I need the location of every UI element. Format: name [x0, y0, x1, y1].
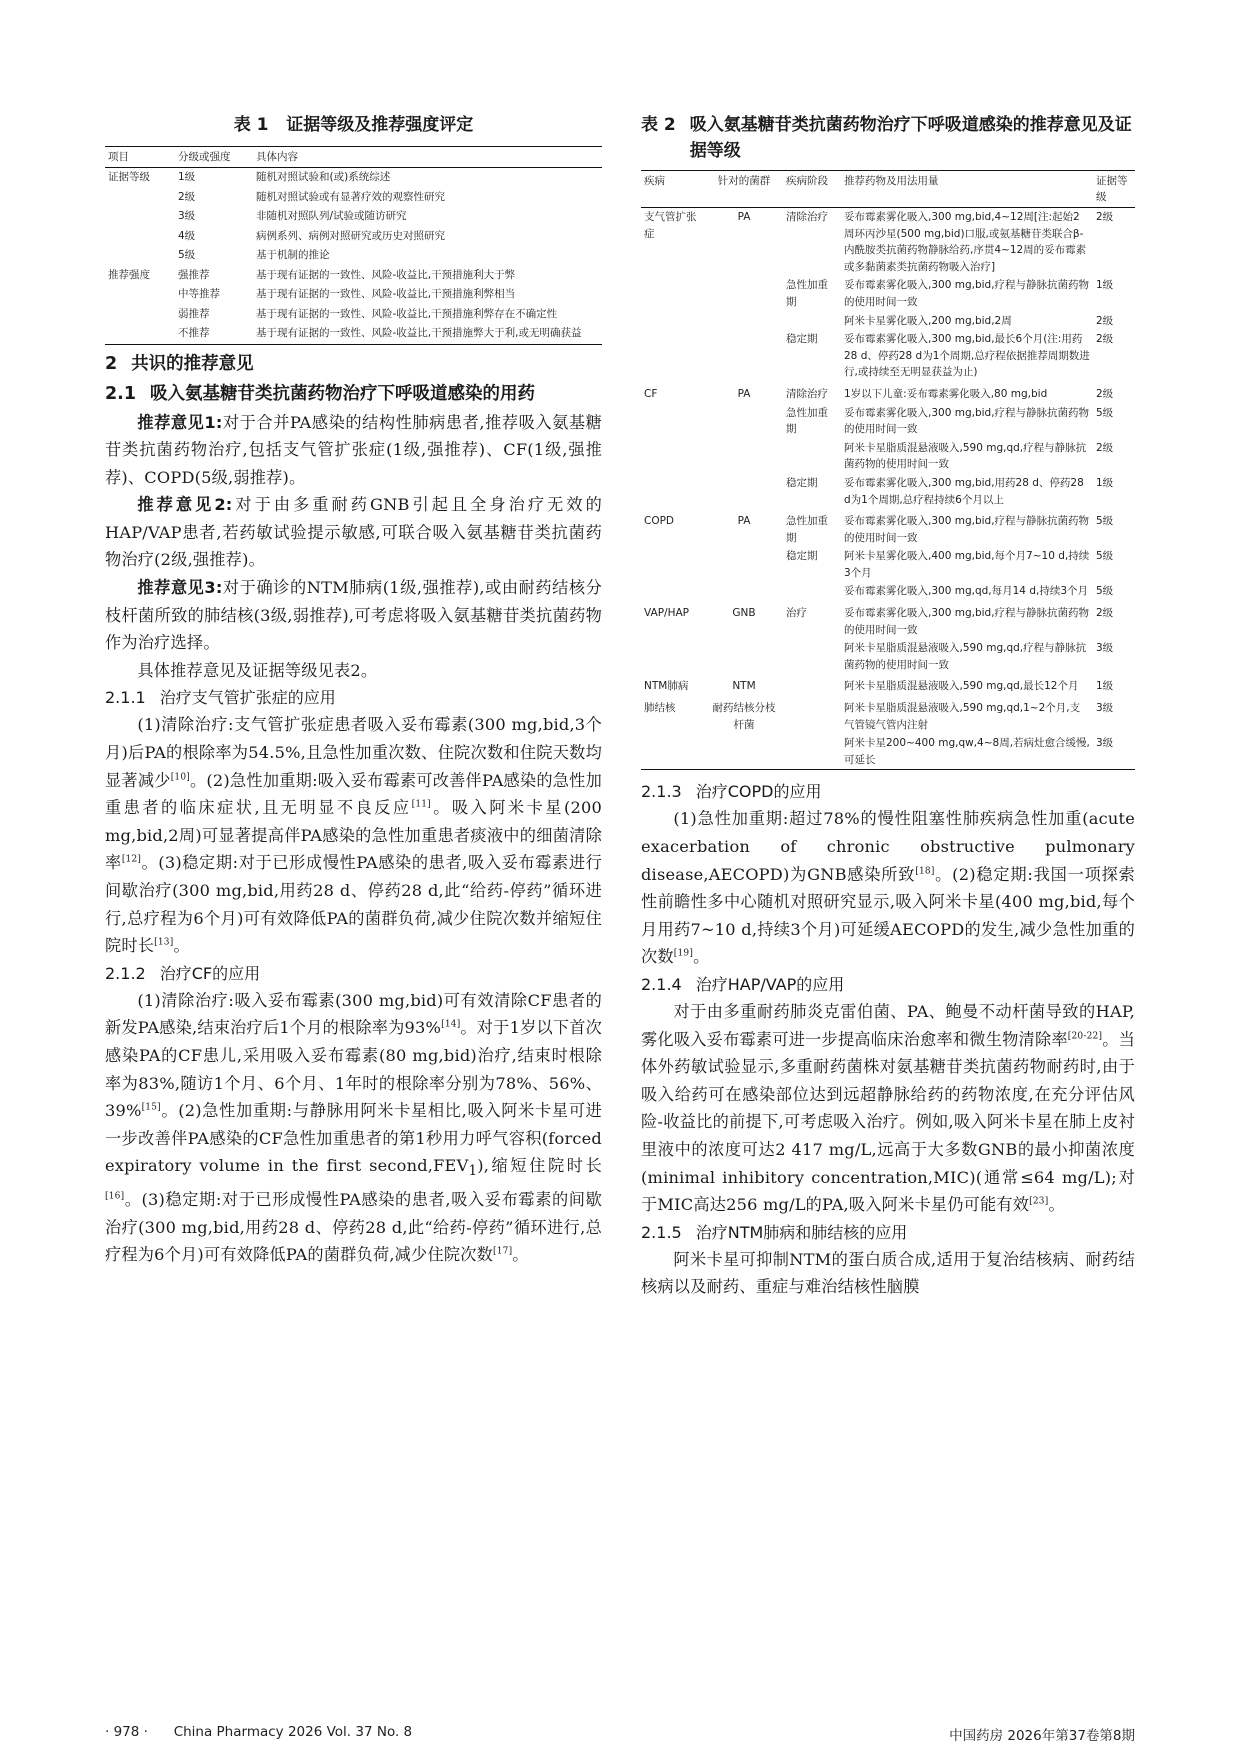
table-cell: 阿米卡星雾化吸入,400 mg,bid,每个月7~10 d,持续3个月: [844, 550, 1090, 579]
table-row: [641, 582, 1135, 601]
table-cell: 阿米卡星脂质混悬液吸入,590 mg,qd,疗程与静脉抗菌药物的使用时间一致: [844, 441, 1087, 471]
table-cell: 阿米卡星雾化吸入,200 mg,bid,2周: [844, 314, 1012, 327]
citation-ref: [14]: [441, 1019, 461, 1030]
table-cell: [783, 674, 841, 696]
table-cell: 证据等级: [108, 171, 150, 183]
table-cell: PA: [737, 515, 751, 528]
table-cell: 稳定期: [786, 333, 818, 346]
table-cell: [705, 582, 783, 601]
table2-header-cell: 针对的菌群: [717, 175, 771, 187]
table-cell: [641, 276, 705, 311]
table-cell: 4级: [178, 229, 196, 242]
table-cell: [641, 639, 705, 674]
table-cell: [705, 312, 783, 331]
table-cell: 妥布霉素雾化吸入,300 mg,bid,疗程与静脉抗菌药物的使用时间一致: [844, 515, 1090, 544]
text-run: 。: [693, 947, 710, 967]
section-title: 吸入氨基糖苷类抗菌药物治疗下呼吸道感染的用药: [150, 383, 536, 404]
recommendation-text: 对于确诊的NTM肺病(1级,强推荐),或由耐药结核分枝杆菌所致的肺结核(3级,弱推荐),可考虑将吸入氨基糖苷类抗菌药物作为治疗选择。: [105, 578, 602, 653]
table-cell: [783, 696, 841, 734]
table-cell: 2级: [1096, 314, 1114, 327]
table-cell: [105, 285, 175, 305]
table-cell: 5级: [1096, 406, 1114, 419]
recommendation-label: 推荐意见1:: [137, 412, 223, 432]
section-number: 2.1.3: [641, 782, 682, 802]
see-table-paragraph: 具体推荐意见及证据等级见表2。: [137, 660, 378, 680]
table-row: [641, 509, 1135, 547]
text-run: 。(2)急性加重期:吸入妥布霉素可改善伴PA感染的急性加重患者的临床症状,且无明显不良反应: [105, 770, 602, 818]
table-cell: 基于现有证据的一致性、风险-收益比,干预措施弊大于利,或无明确获益: [256, 327, 582, 339]
table-cell: [641, 330, 705, 382]
table-cell: 2级: [1096, 441, 1114, 454]
text-run: 。对于1岁以下首次感染PA的CF患儿,采用吸入妥布霉素(80 mg,bid)治疗,结束时根除率为83%,随访1个月、6个月、1年时的根除率分别为78%、56%、39%: [105, 1018, 603, 1121]
table2-header-cell: 疾病阶段: [786, 175, 828, 187]
table-cell: 3级: [1096, 642, 1114, 655]
table-row: [641, 639, 1135, 674]
paragraph-2-1-1: [105, 711, 602, 959]
table-cell: [105, 324, 175, 344]
table-cell: PA: [737, 211, 751, 223]
table-cell: 清除治疗: [786, 211, 828, 223]
section-number: 2: [105, 353, 118, 374]
table2-caption: [641, 112, 1135, 164]
table-cell: 2级: [1096, 333, 1114, 346]
table-cell: 肺结核: [644, 702, 676, 715]
text-run: 。(2)稳定期:我国一项探索性前瞻性多中心随机对照研究显示,吸入阿米卡星(400 mg,bid,每个月用药7~10 d,持续3个月)可延缓AECOPD的发生,减少急性加重的次数: [641, 864, 1135, 967]
table-row: [641, 382, 1135, 404]
text-run: (1)清除治疗:支气管扩张症患者吸入妥布霉素(300 mg,bid,3个月)后PA的根除率为54.5%,且急性加重次数、住院次数和住院天数均显著减少: [105, 715, 602, 790]
table-cell: [783, 639, 841, 674]
recommendation-3: [105, 574, 602, 657]
table-cell: 治疗: [786, 607, 807, 620]
table-cell: 2级: [178, 190, 196, 203]
table-cell: 基于机制的推论: [256, 249, 330, 261]
table1-caption: [105, 112, 602, 138]
table-row: [641, 208, 1135, 277]
table-cell: 阿米卡星200~400 mg,qw,4~8周,若病灶愈合缓慢,可延长: [844, 737, 1090, 766]
table-cell: 妥布霉素雾化吸入,300 mg,bid,最长6个月(注:用药28 d、停药28 d为1个周期,总疗程依据推荐周期数进行,或持续至无明显获益为止): [844, 333, 1090, 379]
table-row: [105, 324, 602, 344]
text-run: 。(3)稳定期:对于已形成慢性PA感染的患者,吸入妥布霉素的间歇治疗(300 mg,bid,用药28 d、停药28 d,此“给药-停药”循环进行,总疗程为6个月)可有效降低PA的菌群负荷,减少住院次数: [105, 1190, 602, 1265]
table-cell: 弱推荐: [178, 307, 210, 320]
table-row: [641, 734, 1135, 770]
table-cell: [641, 582, 705, 601]
citation-ref: [11]: [411, 799, 431, 810]
section-number: 2.1: [105, 383, 137, 404]
table-cell: 基于现有证据的一致性、风险-收益比,干预措施利弊相当: [256, 288, 516, 300]
table-cell: [641, 439, 705, 474]
table-row: [641, 674, 1135, 696]
text-run: 。(3)稳定期:对于已形成慢性PA感染的患者,吸入妥布霉素进行间歇治疗(300 mg,bid,用药28 d、停药28 d,此“给药-停药”循环进行,总疗程为6个月)可有效降低PA的菌群负荷,减少住院次数并缩短住院时长: [105, 853, 603, 956]
text-run: 。: [512, 1245, 529, 1265]
section-title: 共识的推荐意见: [131, 353, 254, 374]
table-cell: [705, 734, 783, 770]
table-cell: 3级: [1096, 737, 1114, 750]
citation-ref: [20-22]: [1067, 1031, 1103, 1042]
subscript: 1: [468, 1163, 478, 1180]
table-row: [105, 227, 602, 247]
section-title: 治疗CF的应用: [159, 963, 261, 983]
table-cell: 非随机对照队列/试验或随访研究: [256, 210, 407, 222]
paragraph-2-1-3: [641, 805, 1135, 971]
table-cell: 基于现有证据的一致性、风险-收益比,干预措施利大于弊: [256, 268, 516, 281]
citation-ref: [19]: [673, 948, 694, 959]
table-cell: 5级: [1096, 515, 1114, 528]
table-row: [105, 207, 602, 227]
text-run: 。吸入阿米卡星(200 mg,bid,2周)可显著提高伴PA感染的急性加重患者痰液中的细菌清除率: [105, 798, 602, 873]
text-run: 。(2)急性加重期:与静脉用阿米卡星相比,吸入阿米卡星可进一步改善伴PA感染的CF急性加重患者的第1秒用力呼气容积(forced expiratory volume in the first second,FEV: [105, 1101, 602, 1176]
table-row: [641, 601, 1135, 639]
table2-title: 吸入氨基糖苷类抗菌药物治疗下呼吸道感染的推荐意见及证据等级: [689, 115, 1132, 161]
citation-ref: [16]: [105, 1191, 125, 1202]
table-cell: [705, 404, 783, 439]
table-cell: 1级: [1096, 680, 1114, 693]
section-number: 2.1.4: [641, 974, 682, 994]
table-cell: 2级: [1096, 607, 1114, 620]
table-cell: 稳定期: [786, 550, 818, 563]
section-number: 2.1.2: [105, 963, 146, 983]
text-run: 。当体外药敏试验显示,多重耐药菌株对氨基糖苷类抗菌药物耐药时,由于吸入给药可在感染部位达到远超静脉给药的药物浓度,在充分评估风险-收益比的前提下,可考虑吸入治疗。例如,吸入阿米卡星在肺上皮衬里液中的浓度可达2 417 mg/L,远高于大多数GNB的最小抑菌浓度(minimal inhibitory concentration,MIC)(通常≤64 mg/L);对于MIC高达256 mg/L的PA,吸入阿米卡星仍可能有效: [641, 1029, 1136, 1215]
table-cell: [705, 276, 783, 311]
table-cell: 推荐强度: [108, 268, 150, 281]
section-title: 治疗COPD的应用: [695, 782, 822, 802]
table-cell: [641, 312, 705, 331]
section-2-1-2-heading: [105, 960, 602, 987]
citation-ref: [18]: [915, 866, 935, 877]
table-cell: [783, 734, 841, 770]
section-title: 治疗HAP/VAP的应用: [695, 974, 845, 994]
table-cell: 1岁以下儿童:妥布霉素雾化吸入,80 mg,bid: [844, 387, 1048, 400]
table-cell: [105, 188, 175, 208]
table-row: [641, 404, 1135, 439]
table-cell: 妥布霉素雾化吸入,300 mg,bid,疗程与静脉抗菌药物的使用时间一致: [844, 607, 1090, 636]
table-row: [641, 439, 1135, 474]
table-cell: 急性加重期: [786, 515, 828, 544]
section-2-1-3-heading: [641, 778, 1135, 805]
text-run: (1)清除治疗:吸入妥布霉素(300 mg,bid)可有效清除CF患者的新发PA感染,结束治疗后1个月的根除率为93%: [105, 990, 602, 1038]
table1-header-cell: 具体内容: [256, 151, 298, 163]
table2-header-cell: 推荐药物及用法用量: [844, 175, 939, 187]
table-cell: [641, 474, 705, 509]
table-row: [641, 696, 1135, 734]
paragraph-2-1-5: 阿米卡星可抑制NTM的蛋白质合成,适用于复治结核病、耐药结核病以及耐药、重症与难治结核性脑膜: [641, 1249, 1135, 1297]
section-number: 2.1.1: [105, 688, 146, 708]
journal-citation: China Pharmacy 2026 Vol. 37 No. 8: [173, 1724, 413, 1740]
table-cell: 妥布霉素雾化吸入,300 mg,bid,4~12周[注:起始2周环丙沙星(500 mg,bid)口服,或氨基糖苷类联合β-内酰胺类抗菌药物静脉给药,序贯4~12周的妥布霉素或多黏菌素类抗菌药物吸入治疗]: [844, 211, 1087, 273]
table-cell: NTM肺病: [644, 680, 689, 693]
citation-ref: [17]: [493, 1246, 513, 1257]
table-cell: [641, 734, 705, 770]
footer-left: [105, 1724, 412, 1740]
table-cell: 妥布霉素雾化吸入,300 mg,bid,疗程与静脉抗菌药物的使用时间一致: [844, 279, 1090, 308]
recommendation-1: [105, 409, 602, 492]
table-cell: [105, 227, 175, 247]
table-row: [641, 330, 1135, 382]
text-run: ),缩短住院时长: [477, 1156, 603, 1176]
table1-header-cell: 分级或强度: [178, 151, 231, 163]
table-cell: 随机对照试验和(或)系统综述: [256, 171, 391, 183]
table-cell: VAP/HAP: [644, 607, 689, 620]
table-cell: 3级: [178, 210, 196, 222]
table-cell: 基于现有证据的一致性、风险-收益比,干预措施利弊存在不确定性: [256, 307, 558, 320]
table-cell: 妥布霉素雾化吸入,300 mg,bid,用药28 d、停药28 d为1个周期,总疗程持续6个月以上: [844, 476, 1084, 506]
citation-ref: [10]: [170, 772, 190, 783]
recommendation-label: 推荐意见3:: [137, 578, 223, 598]
table-cell: [783, 582, 841, 601]
section-2-1-4-heading: [641, 971, 1135, 998]
table-row: [641, 474, 1135, 509]
table-cell: 2级: [1096, 387, 1114, 400]
table2-header-cell: 证据等级: [1096, 175, 1128, 203]
citation-ref: [13]: [154, 937, 174, 948]
section-title: 治疗支气管扩张症的应用: [159, 688, 336, 708]
table-cell: 病例系列、病例对照研究或历史对照研究: [256, 229, 445, 242]
recommendation-2: [105, 491, 602, 574]
table-row: [105, 188, 602, 208]
table-cell: [105, 246, 175, 266]
table-row: [641, 547, 1135, 582]
table-cell: [783, 312, 841, 331]
page-number: · 978 ·: [105, 1724, 148, 1740]
table-cell: GNB: [732, 607, 756, 620]
table1-body: [105, 168, 602, 345]
table-cell: 5级: [1096, 585, 1114, 598]
paragraph-2-1-4: [641, 998, 1135, 1219]
left-column: [105, 112, 602, 1269]
footer-right: [949, 1724, 1135, 1744]
table-cell: 急性加重期: [786, 279, 828, 308]
text-run: (1)急性加重期:超过78%的慢性阻塞性肺疾病急性加重(acute exacerbation of chronic obstructive pulmonary disease,AECOPD)为GNB感染所致: [641, 809, 1135, 884]
table-cell: [105, 305, 175, 325]
section-2-1-5-heading: [641, 1219, 1135, 1246]
text-run: 。: [1048, 1195, 1065, 1215]
table-cell: [641, 404, 705, 439]
table-cell: [705, 547, 783, 582]
table-cell: NTM: [732, 680, 756, 693]
table-cell: 2级: [1096, 211, 1114, 223]
table1-header-cell: 项目: [108, 151, 129, 163]
section-2-heading: [105, 349, 602, 379]
table-cell: [105, 207, 175, 227]
text-run: 。: [173, 936, 190, 956]
table1-header-row: [105, 147, 602, 168]
table-row: [105, 285, 602, 305]
right-column: [641, 112, 1135, 1301]
table-cell: [705, 439, 783, 474]
table-cell: 1级: [178, 171, 196, 183]
table2-header-cell: 疾病: [644, 175, 665, 187]
recommendation-label: 推荐意见2:: [137, 495, 233, 515]
section-number: 2.1.5: [641, 1222, 682, 1242]
table-row: [105, 168, 602, 188]
table2-label: 表 2: [641, 115, 676, 135]
table-cell: 急性加重期: [786, 406, 828, 436]
table-row: [105, 266, 602, 286]
table1-title: 证据等级及推荐强度评定: [286, 115, 474, 135]
table2-header-row: [641, 171, 1135, 208]
table-row: [105, 246, 602, 266]
table-row: [641, 276, 1135, 311]
table-cell: [705, 474, 783, 509]
table-cell: 清除治疗: [786, 387, 828, 400]
table-cell: 随机对照试验或有显著疗效的观察性研究: [256, 190, 445, 203]
text-run: 对于由多重耐药肺炎克雷伯菌、PA、鲍曼不动杆菌导致的HAP,雾化吸入妥布霉素可进一步提高临床治愈率和微生物清除率: [641, 1001, 1135, 1049]
table-cell: 不推荐: [178, 327, 210, 339]
table-cell: 强推荐: [178, 268, 210, 281]
table-cell: 阿米卡星脂质混悬液吸入,590 mg,qd,最长12个月: [844, 680, 1079, 693]
table-row: [641, 312, 1135, 331]
table-cell: [705, 330, 783, 382]
journal-citation: 中国药房 2026年第37卷第8期: [949, 1728, 1135, 1744]
table-cell: [705, 639, 783, 674]
table-cell: 妥布霉素雾化吸入,300 mg,bid,疗程与静脉抗菌药物的使用时间一致: [844, 406, 1090, 436]
table-cell: 妥布霉素雾化吸入,300 mg,qd,每月14 d,持续3个月: [844, 585, 1088, 598]
recommendation-text: 对于由多重耐药GNB引起且全身治疗无效的HAP/VAP患者,若药敏试验提示敏感,可联合吸入氨基糖苷类抗菌药物治疗(2级,强推荐)。: [105, 495, 602, 570]
table-cell: 中等推荐: [178, 288, 220, 300]
table-cell: CF: [644, 387, 658, 400]
table-cell: [641, 547, 705, 582]
citation-ref: [23]: [1029, 1196, 1049, 1207]
citation-ref: [12]: [121, 855, 142, 866]
table-row: [105, 305, 602, 325]
table-cell: 5级: [1096, 550, 1114, 563]
table-cell: 稳定期: [786, 476, 818, 489]
section-2-1-heading: [105, 379, 602, 409]
table-cell: 阿米卡星脂质混悬液吸入,590 mg,qd,1~2个月,支气管镜气管内注射: [844, 702, 1081, 731]
recommendation-text: 对于合并PA感染的结构性肺病患者,推荐吸入氨基糖苷类抗菌药物治疗,包括支气管扩张症(1级,强推荐)、CF(1级,强推荐)、COPD(5级,弱推荐)。: [105, 412, 603, 487]
table2-body: [641, 208, 1135, 770]
table-cell: 1级: [1096, 279, 1114, 292]
table-cell: COPD: [644, 515, 675, 528]
table-cell: 耐药结核分枝杆菌: [712, 702, 776, 731]
table-cell: 3级: [1096, 702, 1114, 715]
table-cell: 支气管扩张症: [644, 211, 697, 240]
citation-ref: [15]: [141, 1102, 161, 1113]
table2: [641, 170, 1135, 770]
section-title: 治疗NTM肺病和肺结核的应用: [695, 1222, 908, 1242]
paragraph-2-1-2: [105, 987, 602, 1269]
table-cell: [783, 439, 841, 474]
section-2-1-1-heading: [105, 684, 602, 711]
table-cell: 5级: [178, 249, 196, 261]
table1-label: 表 1: [233, 115, 269, 135]
table-cell: PA: [737, 387, 751, 400]
table1: [105, 146, 602, 345]
table-cell: 1级: [1096, 476, 1114, 489]
table-cell: 阿米卡星脂质混悬液吸入,590 mg,qd,疗程与静脉抗菌药物的使用时间一致: [844, 642, 1087, 671]
